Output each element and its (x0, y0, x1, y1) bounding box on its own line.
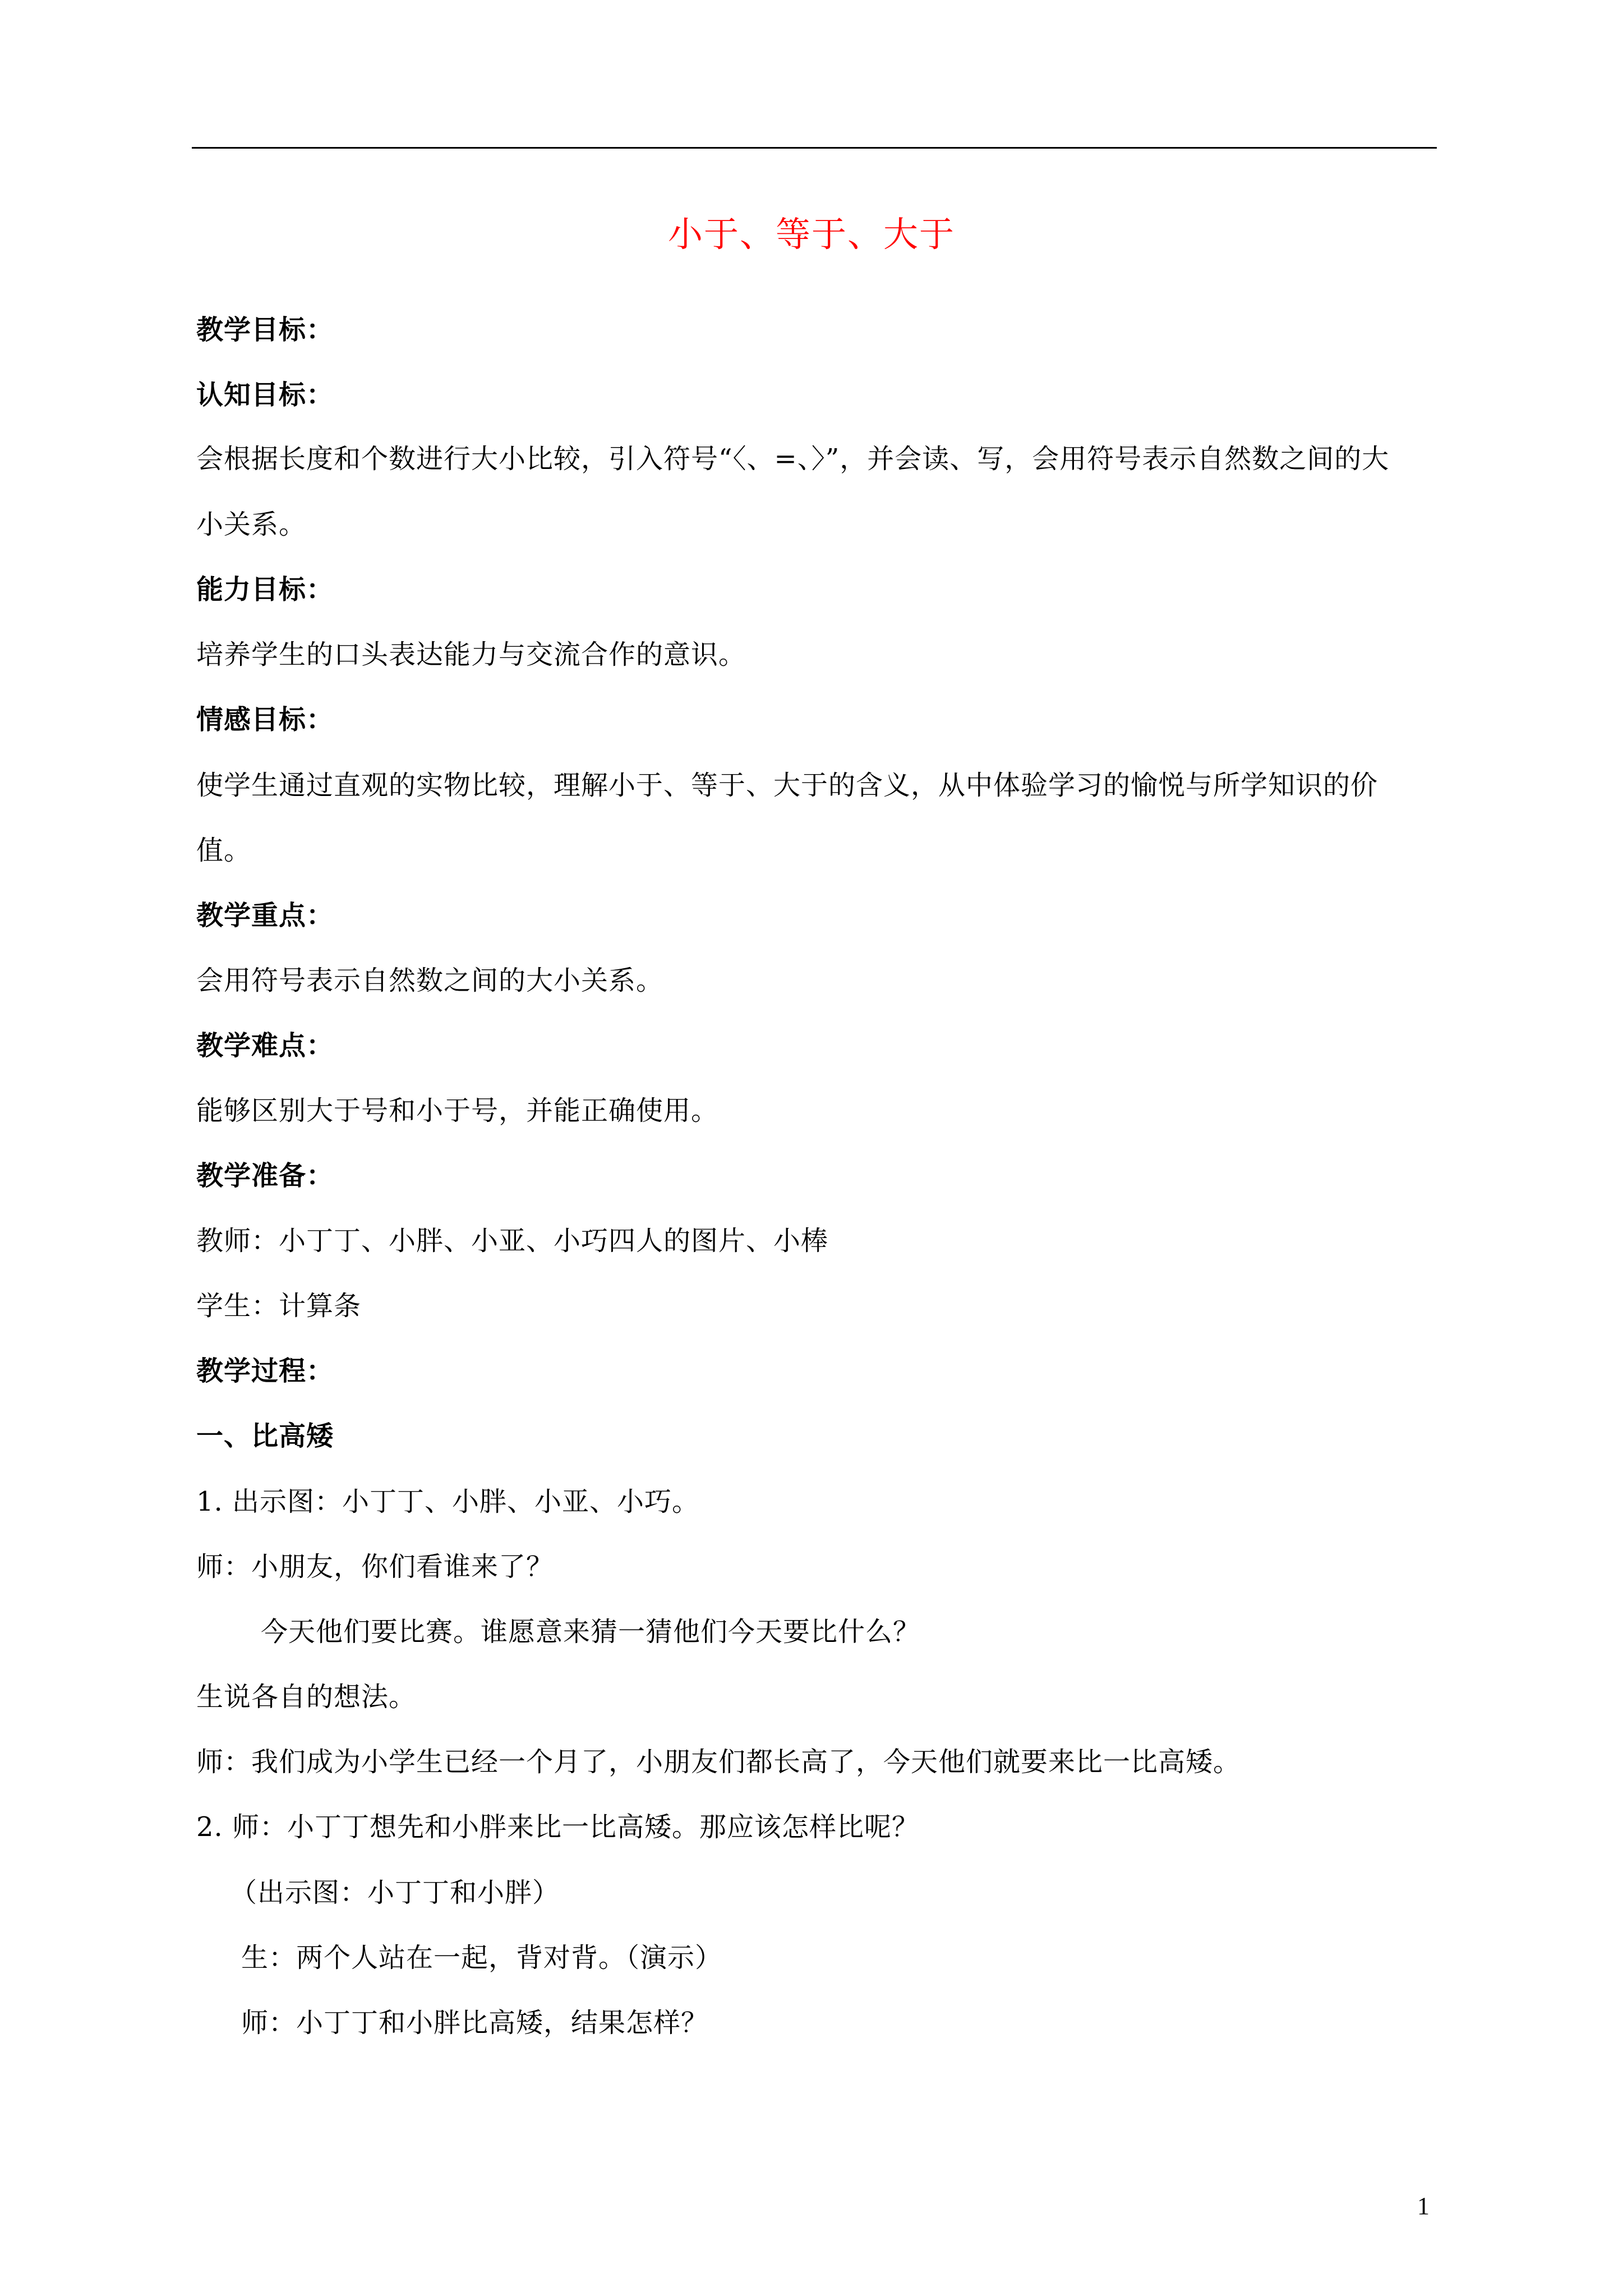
cognitive-text-line-1: 会根据长度和个数进行大小比较，引入符号“〈、=、〉”，并会读、写，会用符号表示自然数之间的大 (196, 443, 1390, 475)
key-point-text: 会用符号表示自然数之间的大小关系。 (196, 965, 664, 996)
emotion-heading: 情感目标： (196, 704, 334, 735)
preparation-heading: 教学准备： (196, 1160, 334, 1191)
teacher-question-1: 师：小朋友，你们看谁来了？ (196, 1551, 554, 1582)
show-image-note: （出示图：小丁丁和小胖） (230, 1877, 560, 1908)
objectives-heading: 教学目标： (196, 314, 334, 346)
ability-heading: 能力目标： (196, 574, 334, 605)
section-1-heading: 一、比高矮 (196, 1420, 334, 1452)
difficulty-heading: 教学难点： (196, 1030, 334, 1061)
teacher-question-2: 今天他们要比赛。谁愿意来猜一猜他们今天要比什么？ (261, 1616, 921, 1648)
document-title: 小于、等于、大于 (667, 214, 955, 255)
student-answer-1: 生说各自的想法。 (196, 1681, 417, 1713)
student-answer-2: 生：两个人站在一起，背对背。（演示） (241, 1942, 723, 1973)
preparation-student: 学生：计算条 (196, 1290, 362, 1322)
teacher-question-3: 师：小丁丁和小胖比高矮，结果怎样？ (241, 2007, 709, 2039)
key-point-heading: 教学重点： (196, 900, 334, 931)
cognitive-heading: 认知目标： (196, 379, 334, 411)
header-rule (192, 147, 1437, 149)
cognitive-text-line-2: 小关系。 (196, 509, 307, 540)
process-heading: 教学过程： (196, 1355, 334, 1387)
difficulty-text: 能够区别大于号和小于号，并能正确使用。 (196, 1095, 719, 1126)
ability-text: 培养学生的口头表达能力与交流合作的意识。 (196, 639, 746, 670)
emotion-text-line-1: 使学生通过直观的实物比较，理解小于、等于、大于的含义，从中体验学习的愉悦与所学知识的价 (196, 770, 1378, 801)
emotion-text-line-2: 值。 (196, 835, 252, 866)
step-2: 2. 师：小丁丁想先和小胖来比一比高矮。那应该怎样比呢？ (196, 1811, 920, 1843)
preparation-teacher: 教师：小丁丁、小胖、小亚、小巧四人的图片、小棒 (196, 1225, 829, 1257)
teacher-statement-1: 师：我们成为小学生已经一个月了，小朋友们都长高了，今天他们就要来比一比高矮。 (196, 1746, 1241, 1778)
page-number: 1 (1417, 2192, 1430, 2220)
step-1: 1. 出示图：小丁丁、小胖、小亚、小巧。 (196, 1486, 700, 1517)
